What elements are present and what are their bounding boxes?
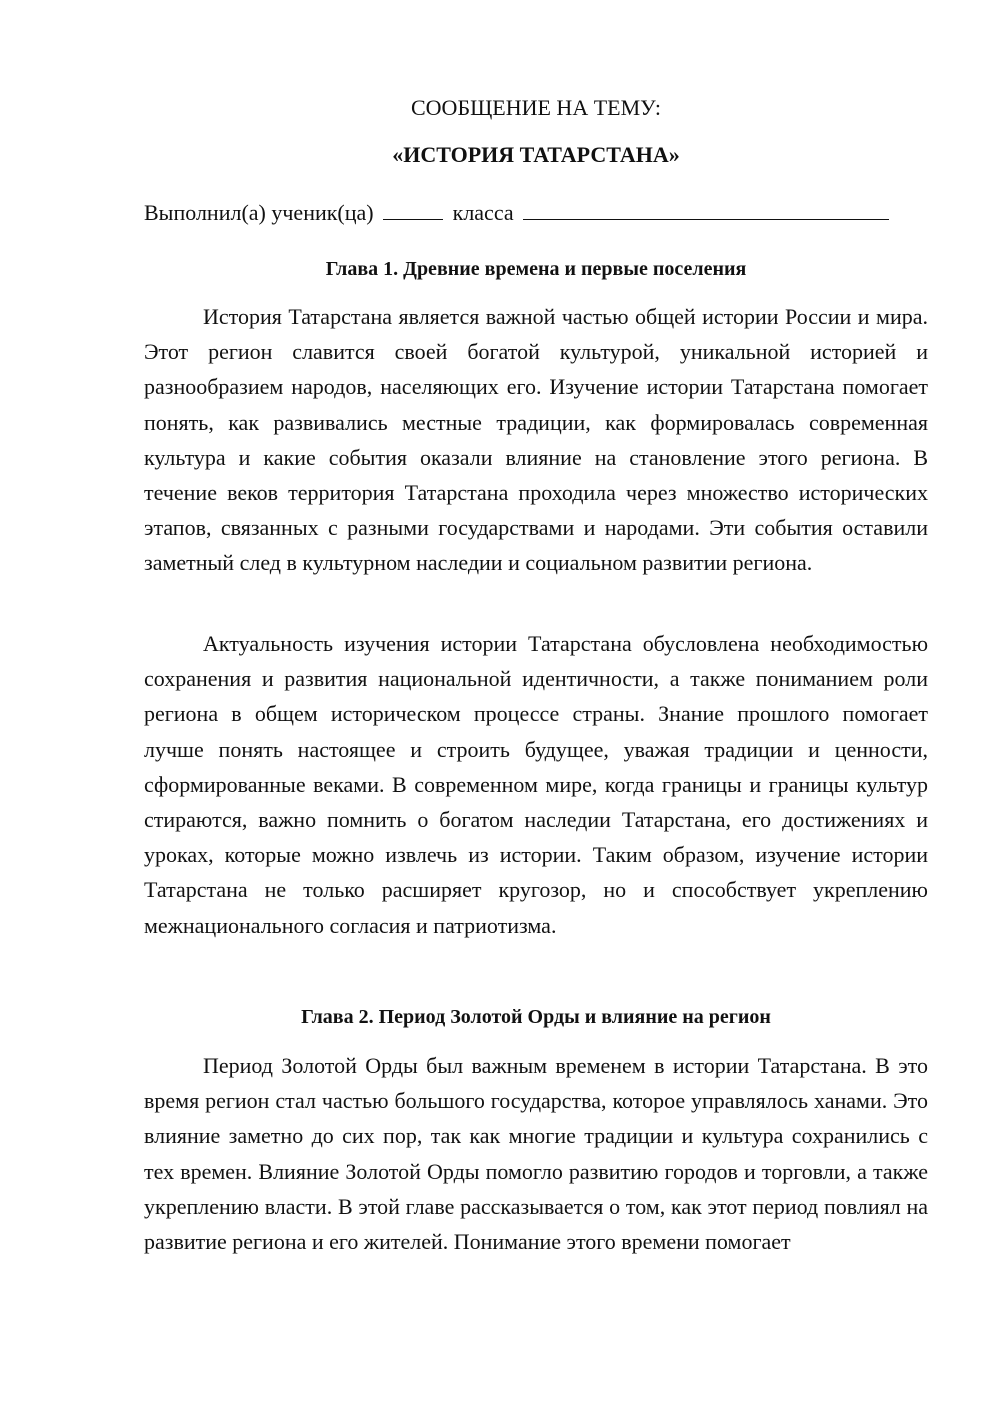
document-title: «ИСТОРИЯ ТАТАРСТАНА» [392, 142, 680, 167]
document-subtitle: СООБЩЕНИЕ НА ТЕМУ: [411, 95, 661, 120]
grade-blank [383, 199, 443, 220]
author-class-word: класса [452, 200, 514, 225]
name-blank [523, 199, 889, 220]
chapter-1-paragraph-2: Актуальность изучения истории Татарстана обусловлена необходимостью сохранения и развития национальной идентичности, а также пониманием роли региона в общем историческом процессе страны. Знание прошлого помогает лучше понять настоящее и строить будущее, уважая традиции и ценности, сформированные веками. В современном мире, когда границы и границы культур стираются, важно помнить о богатом наследии Татарстана, его достижениях и уроках, которые можно извлечь из истории. Таким образом, изучение истории Татарстана не только расширяет кругозор, но и способствует укреплению межнационального согласия и патриотизма. [144, 631, 928, 938]
chapter-2-paragraph-1: Период Золотой Орды был важным временем в истории Татарстана. В это время регион стал частью большого государства, которое управлялось ханами. Это влияние заметно до сих пор, так как многие традиции и культура сохранились с тех времен. Влияние Золотой Орды помогло развитию городов и торговли, а также укреплению власти. В этой главе рассказывается о том, как этот период повлиял на развитие региона и его жителей. Понимание этого времени помогает [144, 1053, 928, 1255]
chapter-2-heading: Глава 2. Период Золотой Орды и влияние на регион [301, 1006, 771, 1028]
author-line [144, 199, 928, 226]
author-prefix: Выполнил(а) ученик(ца) [144, 200, 374, 225]
chapter-1-heading: Глава 1. Древние времена и первые поселения [325, 258, 747, 280]
chapter-1-paragraph-1: История Татарстана является важной частью общей истории России и мира. Этот регион славится своей богатой культурой, уникальной историей и разнообразием народов, населяющих его. Изучение истории Татарстана помогает понять, как развивались местные традиции, как формировалась современная культура и какие события оказали влияние на становление этого региона. В течение веков территория Татарстана проходила через множество исторических этапов, связанных с разными государствами и народами. Эти события оставили заметный след в культурном наследии и социальном развитии региона. [144, 304, 928, 576]
